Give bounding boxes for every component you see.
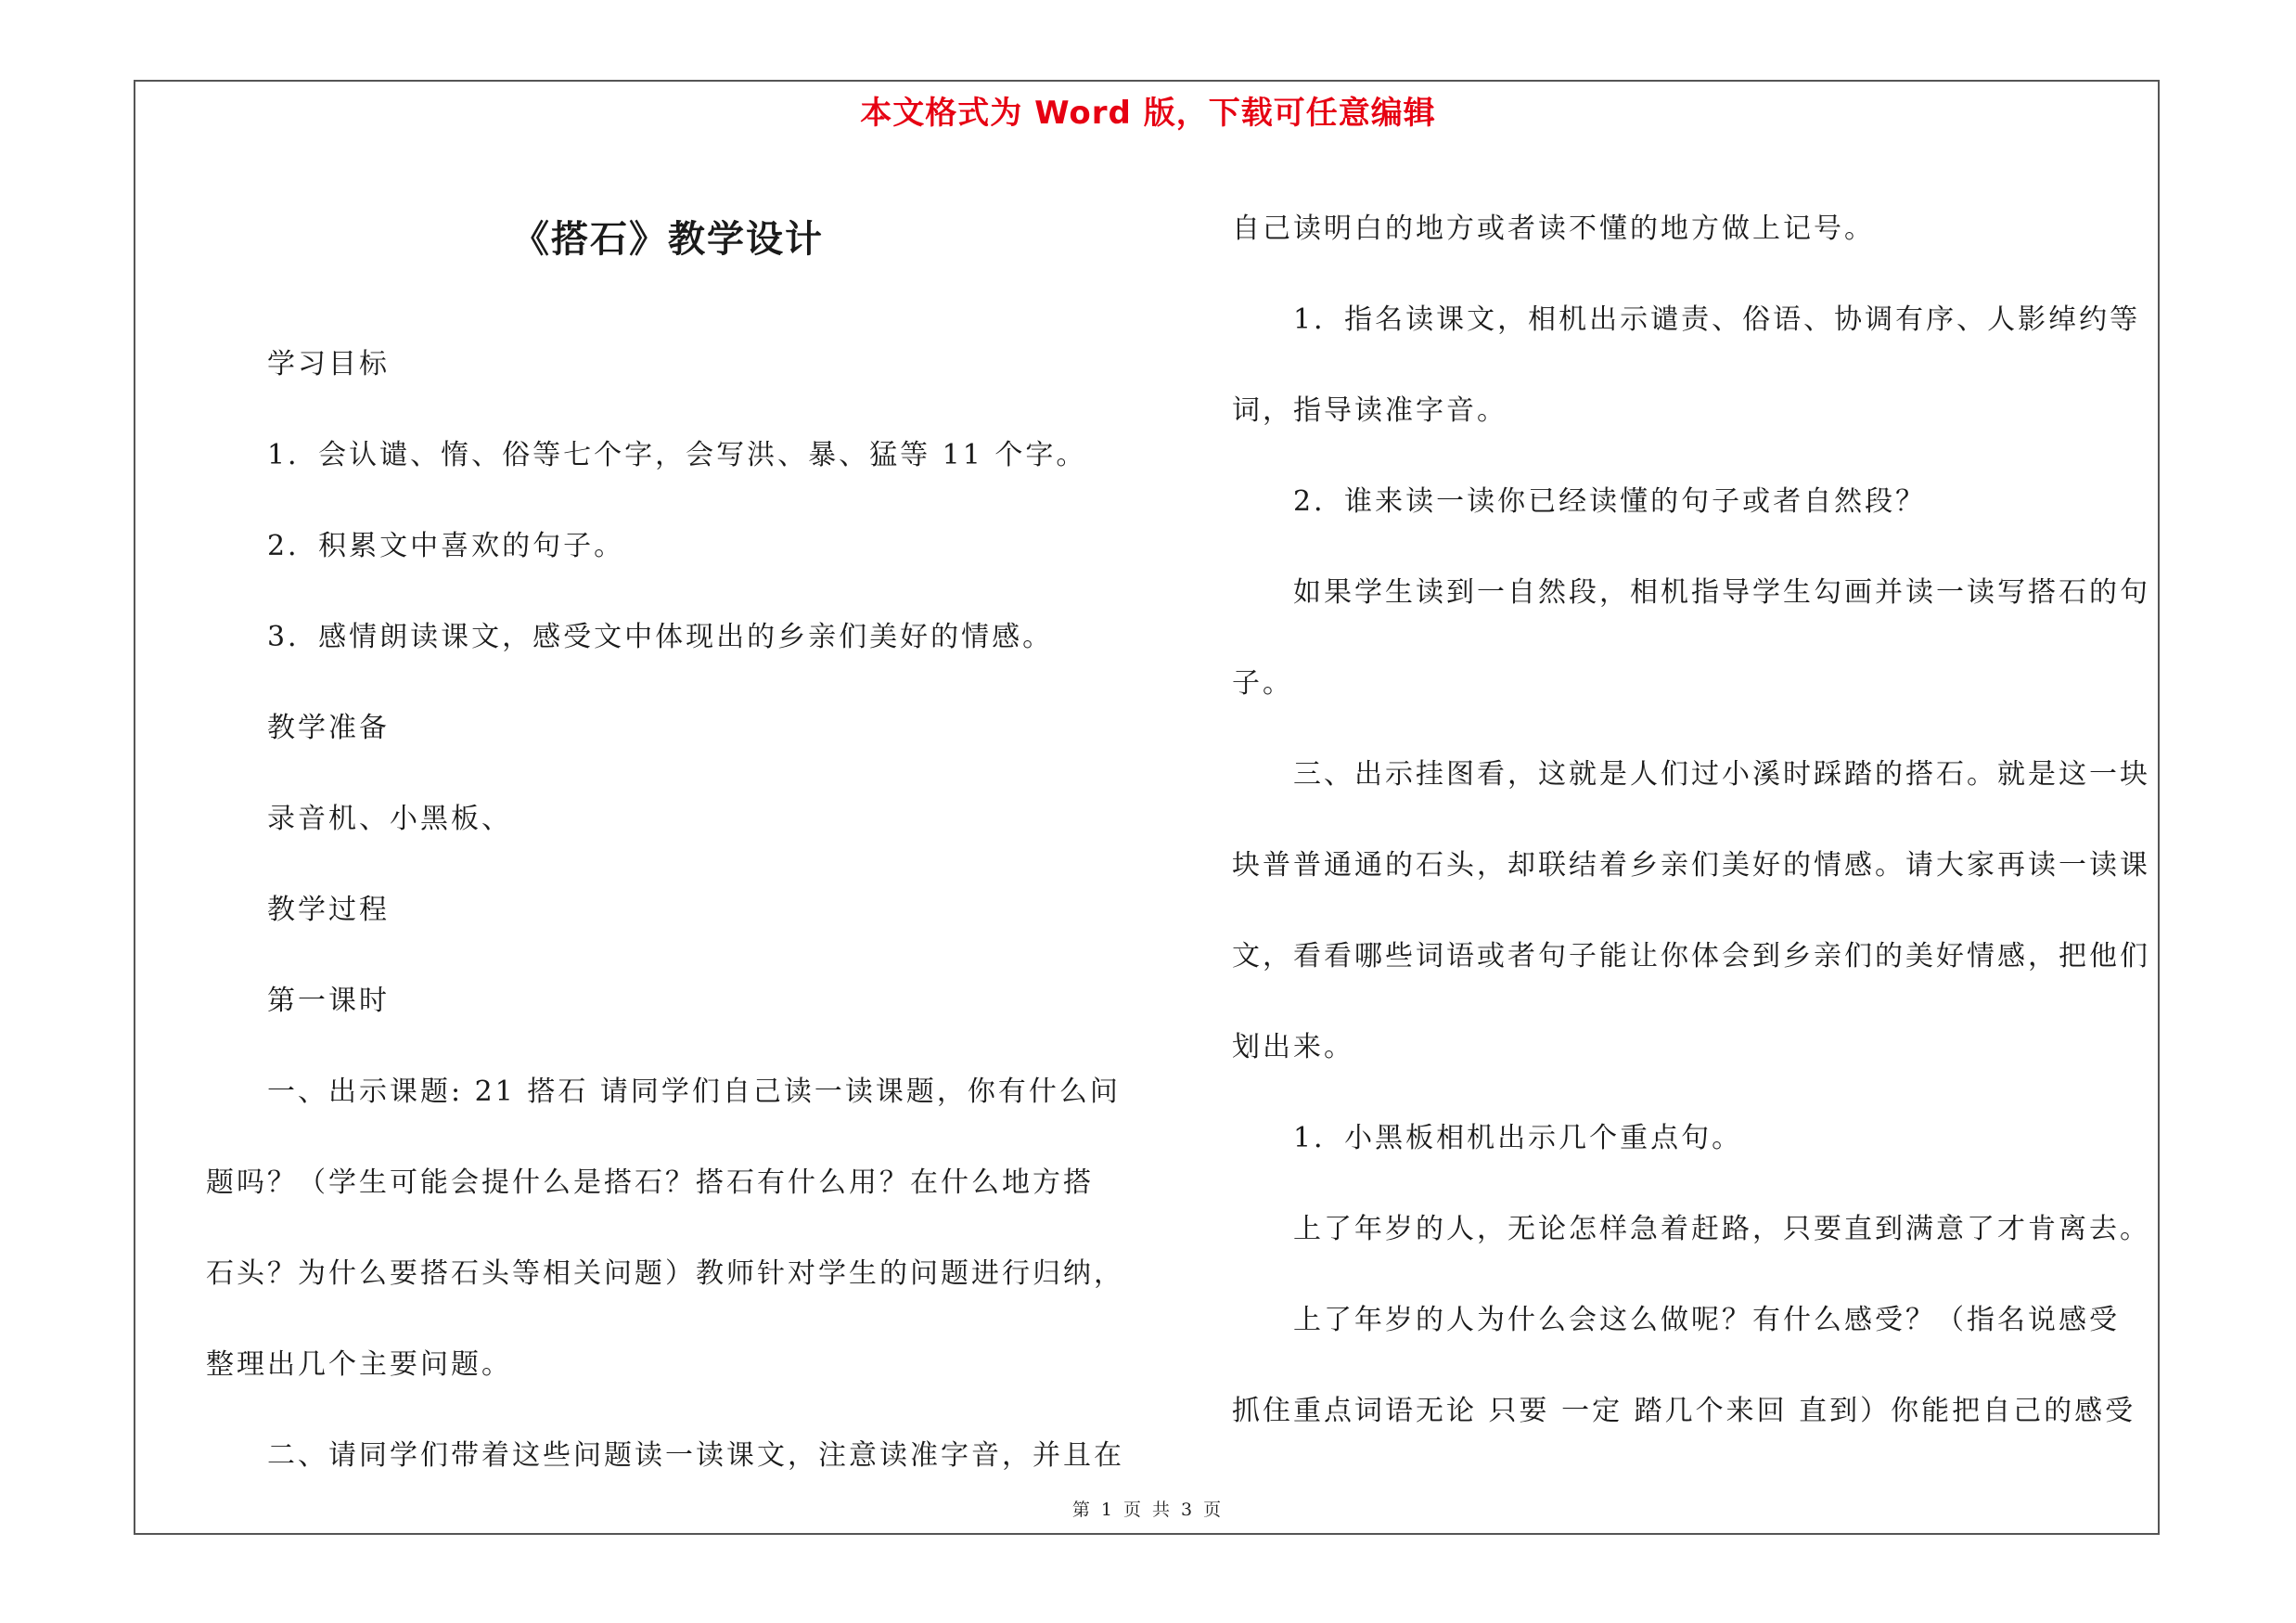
paragraph-line: 二、请同学们带着这些问题读一读课文，注意读准字音，并且在 xyxy=(267,1439,1124,1472)
document-title: 《搭石》教学设计 xyxy=(512,218,824,261)
paragraph-line: 抓住重点词语无论 只要 一定 踏几个来回 直到）你能把自己的感受 xyxy=(1232,1395,2136,1427)
paragraph-line: 整理出几个主要问题。 xyxy=(206,1348,512,1381)
paragraph-line: 题吗？（学生可能会提什么是搭石？搭石有什么用？在什么地方搭 xyxy=(206,1166,1094,1199)
paragraph-line: 自己读明白的地方或者读不懂的地方做上记号。 xyxy=(1232,213,1875,245)
paragraph-line: 第一课时 xyxy=(267,985,390,1017)
right-column xyxy=(1232,184,2187,1457)
paragraph-line: 教学过程 xyxy=(267,894,390,926)
paragraph-line: 2．积累文中喜欢的句子。 xyxy=(267,530,625,562)
paragraph-line: 子。 xyxy=(1232,667,1293,700)
paragraph-line: 1．小黑板相机出示几个重点句。 xyxy=(1293,1122,1743,1154)
left-column xyxy=(206,319,1163,1501)
paragraph-line: 3．感情朗读课文，感受文中体现出的乡亲们美好的情感。 xyxy=(267,621,1054,653)
page-number-footer: 第 1 页 共 3 页 xyxy=(1071,1500,1225,1520)
paragraph-line: 教学准备 xyxy=(267,712,390,744)
paragraph-line: 上了年岁的人，无论怎样急着赶路，只要直到满意了才肯离去。 xyxy=(1293,1213,2150,1245)
paragraph-line: 2．谁来读一读你已经读懂的句子或者自然段？ xyxy=(1293,485,1927,518)
paragraph-line: 录音机、小黑板、 xyxy=(267,803,512,835)
paragraph-line: 上了年岁的人为什么会这么做呢？有什么感受？（指名说感受 xyxy=(1293,1304,2120,1336)
paragraph-line: 1．会认谴、惰、俗等七个字，会写洪、暴、猛等 11 个字。 xyxy=(267,439,1087,471)
paragraph-line: 1．指名读课文，相机出示谴责、俗语、协调有序、人影绰约等 xyxy=(1293,303,2141,336)
paragraph-line: 划出来。 xyxy=(1232,1031,1354,1063)
paragraph-line: 三、出示挂图看，这就是人们过小溪时踩踏的搭石。就是这一块 xyxy=(1293,758,2150,791)
paragraph-line: 词，指导读准字音。 xyxy=(1232,394,1507,427)
paragraph-line: 如果学生读到一自然段，相机指导学生勾画并读一读写搭石的句 xyxy=(1293,576,2150,609)
paragraph-line: 一、出示课题: 21 搭石 请同学们自己读一读课题，你有什么问 xyxy=(267,1076,1121,1108)
paragraph-line: 文，看看哪些词语或者句子能让你体会到乡亲们的美好情感，把他们 xyxy=(1232,940,2150,973)
paragraph-line: 块普普通通的石头，却联结着乡亲们美好的情感。请大家再读一读课 xyxy=(1232,849,2150,882)
paragraph-line: 学习目标 xyxy=(267,348,390,380)
paragraph-line: 石头？为什么要搭石头等相关问题）教师针对学生的问题进行归纳， xyxy=(206,1257,1124,1290)
word-format-banner: 本文格式为 Word 版，下载可任意编辑 xyxy=(860,95,1436,132)
